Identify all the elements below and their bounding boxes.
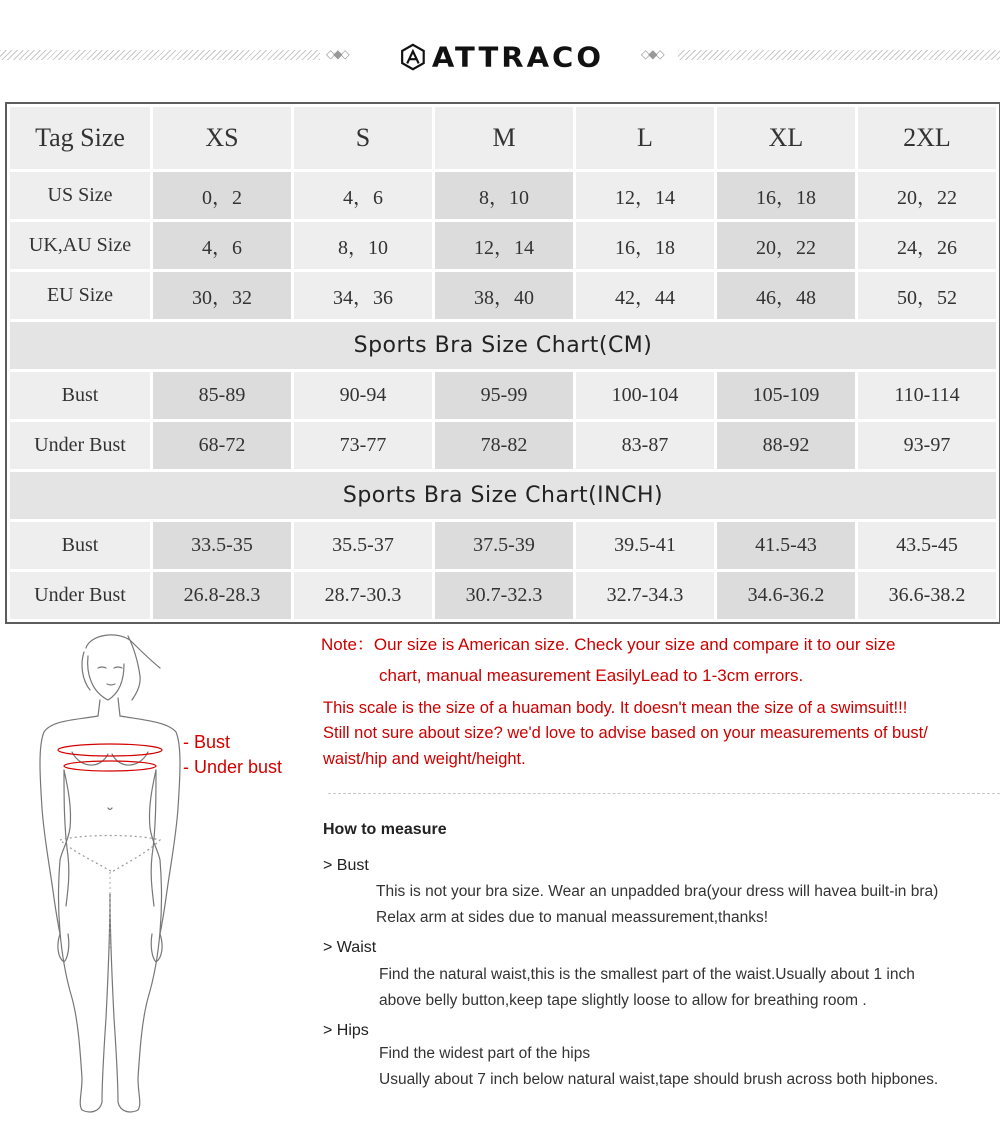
table-row-inch-bust [10,522,996,569]
brand-name: ATTRACO [431,40,604,74]
table-cell: 42，44 [576,272,714,319]
row-label: EU Size [10,272,150,319]
waist-heading: > Waist [323,939,377,956]
row-label: US Size [10,172,150,219]
table-cell: 43.5-45 [858,522,996,569]
header-cell-2xl: 2XL [858,107,996,169]
table-cell: 93-97 [858,422,996,469]
table-cell: 78-82 [435,422,573,469]
section-title-inch: Sports Bra Size Chart(INCH) [10,472,996,519]
table-cell: 4，6 [294,172,432,219]
section-row-inch [10,472,996,519]
note-line-3: This scale is the size of a huaman body. It doesn't mean the size of a swimsuit!!! [323,699,908,717]
table-header-row [10,107,996,169]
diamond-ornament-left-icon: ◇◆◇ [326,47,348,61]
table-cell: 0，2 [153,172,291,219]
table-cell: 100-104 [576,372,714,419]
table-cell: 85-89 [153,372,291,419]
table-cell: 73-77 [294,422,432,469]
table-cell: 35.5-37 [294,522,432,569]
bust-measure-line [58,744,162,756]
bust-label: - Bust [183,732,231,752]
table-cell: 41.5-43 [717,522,855,569]
table-cell: 110-114 [858,372,996,419]
bust-heading: > Bust [323,857,369,874]
table-cell: 39.5-41 [576,522,714,569]
note-line-2: chart, manual measurement EasilyLead to 1-3cm errors. [379,666,804,685]
hips-description-line-1: Find the widest part of the hips [379,1045,591,1062]
table-cell: 26.8-28.3 [153,572,291,619]
table-cell: 88-92 [717,422,855,469]
size-chart-table [5,102,1000,624]
table-cell: 8，10 [435,172,573,219]
table-cell: 105-109 [717,372,855,419]
table-cell: 32.7-34.3 [576,572,714,619]
table-cell: 16，18 [576,222,714,269]
row-label: UK,AU Size [10,222,150,269]
how-to-measure-title: How to measure [323,821,447,838]
section-divider [328,793,1000,794]
note-line-1: Note：Our size is American size. Check your size and compare it to our size [321,635,896,654]
header-cell-l: L [576,107,714,169]
table-cell: 33.5-35 [153,522,291,569]
hips-description-line-2: Usually about 7 inch below natural waist,tape should brush across both hipbones. [379,1071,939,1088]
table-cell: 28.7-30.3 [294,572,432,619]
table-row-cm-under-bust [10,422,996,469]
table-cell: 24，26 [858,222,996,269]
table-row-cm-bust [10,372,996,419]
header-cell-m: M [435,107,573,169]
table-cell: 34，36 [294,272,432,319]
table-cell: 36.6-38.2 [858,572,996,619]
header [0,0,1000,100]
table-cell: 46，48 [717,272,855,319]
table-cell: 16，18 [717,172,855,219]
header-cell-xs: XS [153,107,291,169]
bust-description-line-1: This is not your bra size. Wear an unpadded bra(your dress will havea built-in bra) [376,883,939,900]
under-bust-label: - Under bust [183,757,283,777]
brand-mark-icon [400,38,426,76]
body-outline-illustration [20,628,310,1118]
table-cell: 95-99 [435,372,573,419]
table-cell: 12，14 [435,222,573,269]
note-line-5: waist/hip and weight/height. [323,750,526,768]
waist-description-line-2: above belly button,keep tape slightly loose to allow for breathing room . [379,992,867,1009]
body-measurement-figure [20,628,310,1118]
table-cell: 12，14 [576,172,714,219]
hips-heading: > Hips [323,1022,369,1039]
table-row-inch-under-bust [10,572,996,619]
header-cell-tag-size: Tag Size [10,107,150,169]
row-label: Bust [10,372,150,419]
brand-logo [400,37,604,77]
bust-description-line-2: Relax arm at sides due to manual meassurement,thanks! [376,909,768,926]
table-cell: 34.6-36.2 [717,572,855,619]
decorative-hatch-left [0,50,320,60]
table-cell: 20，22 [858,172,996,219]
table-row-uk-au-size [10,222,996,269]
table-cell: 83-87 [576,422,714,469]
note-line-4: Still not sure about size? we'd love to advise based on your measurements of bust/ [323,724,928,742]
table-cell: 50，52 [858,272,996,319]
table-cell: 37.5-39 [435,522,573,569]
under-bust-measure-line [64,761,156,771]
section-row-cm [10,322,996,369]
header-cell-s: S [294,107,432,169]
table-cell: 68-72 [153,422,291,469]
table-cell: 30，32 [153,272,291,319]
row-label: Under Bust [10,422,150,469]
table-cell: 90-94 [294,372,432,419]
waist-description-line-1: Find the natural waist,this is the smallest part of the waist.Usually about 1 inch [379,966,915,983]
table-cell: 20，22 [717,222,855,269]
diamond-ornament-right-icon: ◇◆◇ [641,47,663,61]
table-cell: 8，10 [294,222,432,269]
table-row-us-size [10,172,996,219]
row-label: Under Bust [10,572,150,619]
table-cell: 38，40 [435,272,573,319]
header-cell-xl: XL [717,107,855,169]
table-cell: 4，6 [153,222,291,269]
row-label: Bust [10,522,150,569]
table-cell: 30.7-32.3 [435,572,573,619]
table-row-eu-size [10,272,996,319]
decorative-hatch-right [678,50,1000,60]
section-title-cm: Sports Bra Size Chart(CM) [10,322,996,369]
